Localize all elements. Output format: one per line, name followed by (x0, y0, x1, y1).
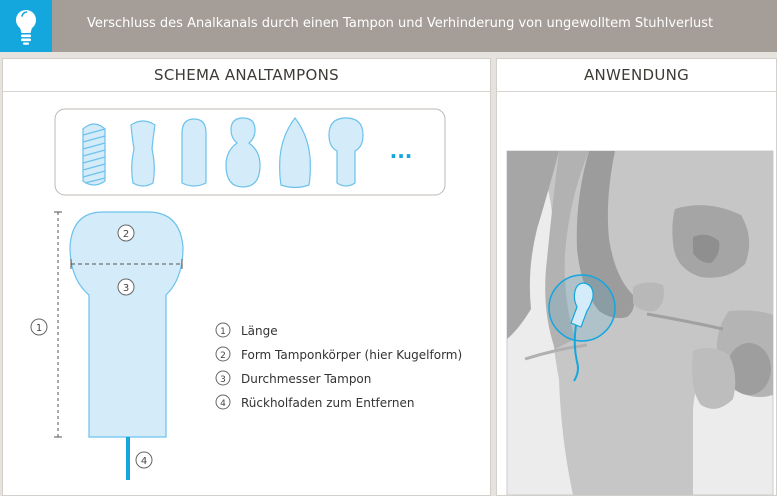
svg-text:4: 4 (140, 456, 148, 467)
svg-text:1: 1 (220, 327, 226, 337)
header-bar (0, 0, 777, 52)
svg-text:1: 1 (35, 323, 43, 334)
legend-item-diameter (216, 371, 371, 386)
legend-item-thread (216, 395, 414, 410)
application-panel-title: ANWENDUNG (497, 59, 776, 92)
anatomy-illustration (497, 59, 776, 495)
schema-panel-title: SCHEMA ANALTAMPONS (3, 59, 490, 92)
legend-item-length (216, 323, 278, 338)
svg-text:Länge: Länge (241, 324, 278, 338)
svg-text:Durchmesser Tampon: Durchmesser Tampon (241, 372, 372, 386)
legend-item-shape (216, 347, 462, 362)
lightbulb-icon (0, 0, 52, 52)
svg-text:Form Tamponkörper (hier Kugelf: Form Tamponkörper (hier Kugelform) (241, 348, 463, 362)
cylinder-tampon-shape (182, 119, 206, 186)
more-shapes-ellipsis: ... (389, 139, 413, 163)
bone-tampon-shape (131, 121, 155, 186)
marker-2 (118, 225, 134, 241)
svg-text:Rückholfaden zum Entfernen: Rückholfaden zum Entfernen (241, 396, 415, 410)
application-panel (496, 58, 777, 496)
header-title: Verschluss des Analkanals durch einen Tampon und Verhinderung von ungewolltem Stuhlverlust (87, 16, 714, 31)
svg-text:2: 2 (220, 351, 226, 361)
svg-text:4: 4 (220, 399, 226, 409)
schema-panel (2, 58, 491, 496)
marker-3 (118, 279, 134, 295)
spiral-tampon-shape (83, 124, 105, 185)
marker-4 (136, 452, 152, 468)
marker-1 (31, 319, 47, 335)
svg-text:3: 3 (220, 375, 226, 385)
double-bulb-tampon-shape (226, 118, 260, 187)
svg-text:2: 2 (122, 229, 130, 240)
svg-text:3: 3 (122, 283, 130, 294)
tampon-schema-diagram (3, 59, 490, 495)
tampon-body (70, 212, 183, 437)
